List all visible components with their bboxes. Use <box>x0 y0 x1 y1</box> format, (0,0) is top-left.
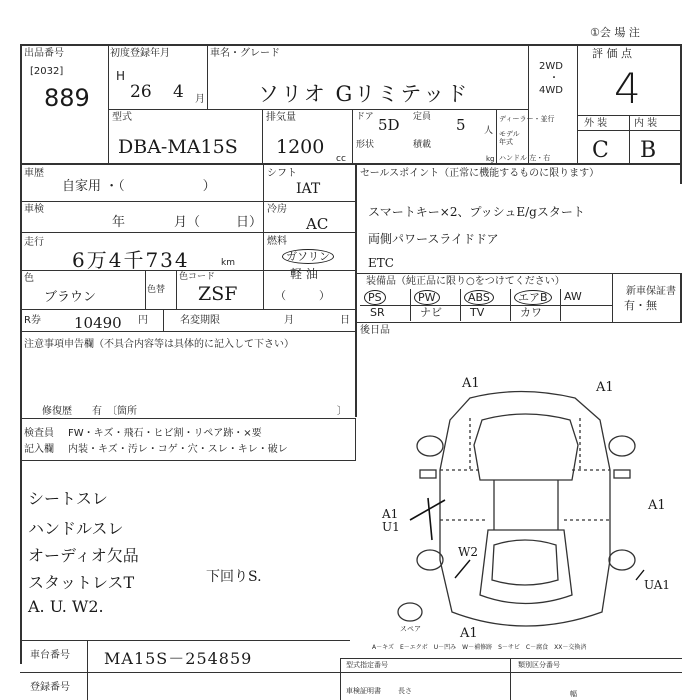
legend-line: A－キズ E－エクボ U－凹み W－補修跡 S－サビ C－腐食 XX－交換済 <box>372 644 587 651</box>
damage-mark-3: A1 <box>648 498 666 513</box>
cap-label: 定員 <box>413 112 432 122</box>
note-1: シートスレ <box>28 489 108 508</box>
name-change-label: 名変期限 <box>180 315 220 326</box>
sep-chassis <box>87 640 88 700</box>
width-label: 幅 <box>570 690 577 698</box>
repair-label: 修復歴 有 〔箇所 <box>42 406 137 417</box>
top-right-note: ①会 場 注 <box>590 26 640 39</box>
chassis-value: MA15S－254859 <box>104 649 253 668</box>
damage-mark-1: A1 <box>462 376 480 391</box>
dealer-parallel: ディーラー・並行 <box>499 115 555 123</box>
model-label: 型式 <box>112 112 132 123</box>
inspector-label-1: 検査員 <box>24 428 54 439</box>
lot-label: 出品番号 <box>24 48 64 59</box>
fuel-gasoline: ガソリン <box>282 249 334 264</box>
equipment-item: AW <box>564 290 582 303</box>
length-label: 長さ <box>398 687 412 695</box>
fuel-light-oil: 軽 油 <box>290 267 318 281</box>
inspector-label-2: 記入欄 <box>24 444 54 455</box>
ac-value: AC <box>306 215 329 233</box>
damage-mark-5: A1 U1 <box>382 507 400 534</box>
equipment-item: TV <box>470 306 485 319</box>
color-value: ブラウン <box>44 290 97 305</box>
selling-label: セールスポイント（正常に機能するものに限ります） <box>360 168 600 179</box>
note-2: ハンドルスレ <box>28 519 124 538</box>
drive-dot: ・ <box>549 73 559 84</box>
model-year: モデル 年式 <box>499 130 520 146</box>
warranty-value: 有・無 <box>624 299 657 312</box>
drive-2wd: 2WD <box>539 61 563 72</box>
mileage-unit: km <box>221 258 235 268</box>
cert-label: 車検証明書 <box>346 687 381 695</box>
door-value: 5D <box>378 116 400 134</box>
fuel-paren: （ ） <box>275 289 330 302</box>
sep-spec2 <box>510 658 511 700</box>
exterior-label: 外 装 <box>584 118 608 129</box>
reg-month: 4 <box>173 82 184 102</box>
selling-point-2: 両側パワースライドドア <box>368 232 499 246</box>
row-spec <box>340 658 682 659</box>
selling-point-1: スマートキー×2、プッシュE/gスタート <box>368 205 585 219</box>
grade-score: 4 <box>614 64 641 113</box>
equipment-item: PS <box>364 290 386 305</box>
class-spec-label: 類別区分番号 <box>518 661 560 669</box>
history-value: 自家用 ・（ ） <box>62 179 216 194</box>
handle: ハンドル 左・右 <box>499 154 551 162</box>
warranty-label-text: 新車保証書 <box>626 286 676 297</box>
note-4: スタットレスT <box>28 573 135 592</box>
name-change-day: 日 <box>340 315 350 326</box>
disp-value: 1200 <box>276 136 325 158</box>
inspection-month: 月（ <box>174 215 201 230</box>
color-code: ZSF <box>198 283 238 305</box>
car-name: ソリオ Gリミテッド <box>258 82 470 106</box>
plate-label: 登録番号 <box>30 682 70 693</box>
equipment-item: ナビ <box>420 306 442 319</box>
interior-grade: B <box>640 138 657 163</box>
disp-unit: cc <box>336 154 346 164</box>
shift-value: IAT <box>296 181 321 197</box>
row-chassis <box>20 640 350 641</box>
reg-era: H <box>116 69 126 83</box>
interior-label: 内 装 <box>634 118 658 129</box>
note-3: オーディオ欠品 <box>28 546 139 565</box>
drive-4wd: 4WD <box>539 85 563 96</box>
color-replace-label: 色替 <box>147 285 166 295</box>
reg-label: 初度登録年月 <box>110 48 170 59</box>
mileage-label: 走行 <box>24 237 44 248</box>
color-label: 色 <box>24 273 34 284</box>
note-5: A. U. W2. <box>28 597 104 616</box>
damage-mark-7: UA1 <box>644 578 671 592</box>
sep-spec <box>340 658 341 700</box>
chassis-label: 車台番号 <box>30 650 70 661</box>
shape-label: 形状 <box>356 140 375 150</box>
equipment-item: エアB <box>514 290 552 305</box>
load-label: 積載 <box>413 140 432 150</box>
repair-close: 〕 <box>337 406 347 417</box>
inspector-row-2: 内装・キズ・汚レ・コゲ・穴・スレ・キレ・破レ <box>68 444 288 455</box>
recycle-unit: 円 <box>138 315 148 326</box>
cap-unit: 人 <box>484 126 494 136</box>
equipment-item: ABS <box>464 290 494 305</box>
type-spec-label: 型式指定番号 <box>346 661 388 669</box>
inspection-label: 車検 <box>24 204 44 215</box>
inspection-year: 年 <box>112 215 126 230</box>
door-label: ドア <box>356 112 374 122</box>
recycle-value: 10490 <box>74 314 122 332</box>
lot-code: [2032] <box>30 66 64 77</box>
grade-label: 評 価 点 <box>592 47 632 60</box>
rear-seat-label: 後日品 <box>360 325 390 336</box>
equipment-label: 装備品（純正品に限り○をつけてください） <box>366 276 565 287</box>
selling-point-3: ETC <box>368 256 394 270</box>
reg-month-unit: 月 <box>195 94 205 105</box>
reg-year: 26 <box>130 82 152 102</box>
exterior-grade: C <box>592 138 609 163</box>
fuel-label: 燃料 <box>267 236 287 247</box>
cap-value: 5 <box>456 116 466 134</box>
history-label: 車歴 <box>24 168 44 179</box>
equipment-item: カワ <box>520 306 542 319</box>
name-change-month: 月 <box>284 315 294 326</box>
lot-number: 889 <box>44 84 90 112</box>
mileage-value: 6万4千734 <box>72 248 190 272</box>
load-unit: kg <box>486 155 495 163</box>
inspector-row-1: FW・キズ・飛石・ヒビ割・リペア跡・×要 <box>68 428 262 439</box>
car-label: 車名・グレード <box>210 48 280 59</box>
color-code-label: 色コード <box>179 272 216 282</box>
damage-mark-6: W2 <box>458 545 478 559</box>
inspection-day: 日） <box>236 215 263 230</box>
recycle-label: R券 <box>24 315 41 326</box>
damage-mark-2: A1 <box>596 380 614 395</box>
note-6: 下回りS. <box>206 569 262 585</box>
row-plate <box>20 672 682 673</box>
model-value: DBA-MA15S <box>118 136 238 158</box>
equipment-item: PW <box>414 290 440 305</box>
disp-label: 排気量 <box>266 112 296 123</box>
equipment-item: SR <box>370 306 385 319</box>
spare-label: スペア <box>400 625 421 633</box>
notes-label: 注意事項申告欄（不具合内容等は具体的に記入して下さい） <box>24 339 294 350</box>
damage-mark-4: A1 <box>460 626 478 641</box>
shift-label: シフト <box>267 168 297 179</box>
ac-label: 冷房 <box>267 204 287 215</box>
